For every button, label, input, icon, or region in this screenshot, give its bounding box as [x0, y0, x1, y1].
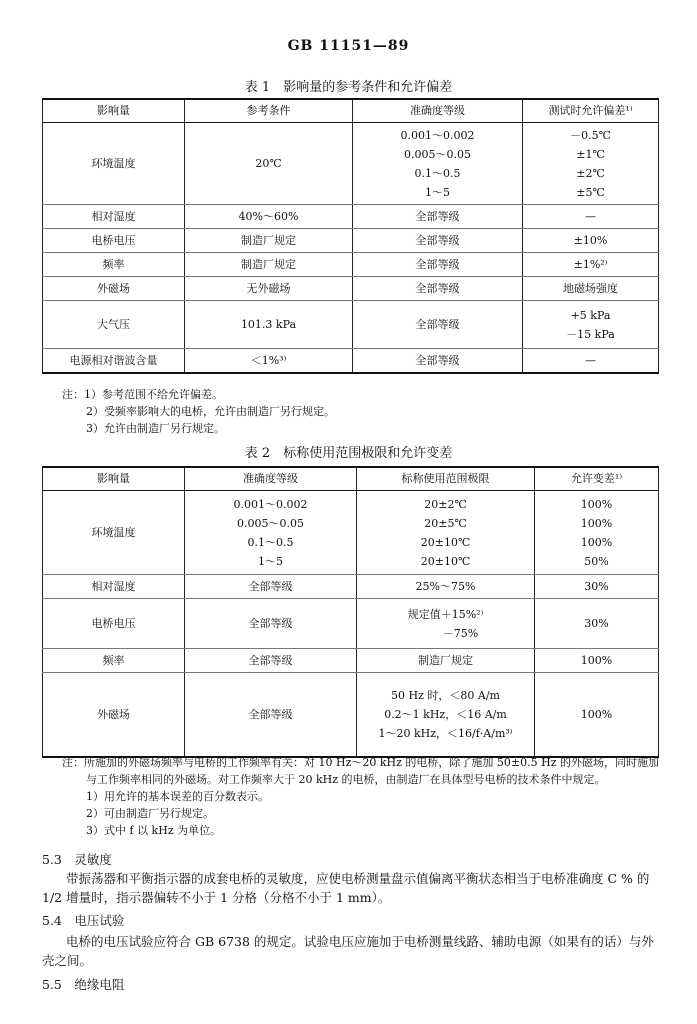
- t1-cell: 地磁场强度: [523, 277, 659, 301]
- t2-temp-class: 1～5: [258, 554, 283, 568]
- t2-cell: 全部等级: [185, 575, 357, 599]
- t1-pressure-ref: 101.3 kPa: [185, 301, 353, 349]
- t2-note: 1）用允许的基本误差的百分数表示。: [86, 790, 269, 803]
- t1-row-pressure: [43, 301, 659, 349]
- t1-cell: 外磁场: [43, 277, 185, 301]
- t2-cell: 频率: [43, 649, 185, 673]
- t1-temp-class: 1～5: [425, 185, 450, 199]
- t1-temp-class: 0.001～0.002: [400, 128, 475, 142]
- t2-field-range-line: 1～20 kHz，＜16/f·A/m³⁾: [378, 726, 513, 740]
- t2-row-voltage: [43, 599, 659, 649]
- t1-temp-ref: 20℃: [185, 123, 353, 205]
- t2-temp-range: 20±2℃: [424, 497, 467, 511]
- t2-note: 3）式中 f 以 kHz 为单位。: [86, 824, 222, 837]
- t2-row-magnetic: [43, 673, 659, 757]
- t1-pressure-devs: [523, 301, 659, 349]
- t2-cell: 制造厂规定: [357, 649, 535, 673]
- t1-note: 2）受频率影响大的电桥，允许由制造厂另行规定。: [86, 405, 335, 418]
- t2-temp-classes: [185, 491, 357, 575]
- t1-cell: 制造厂规定: [185, 253, 353, 277]
- t1-note: 注：1）参考范围不给允许偏差。: [62, 388, 223, 401]
- t2-temp-range: 20±5℃: [424, 516, 467, 530]
- section-5-3-title: 5.3 灵敏度: [42, 852, 112, 867]
- t2-temp-vars: [535, 491, 659, 575]
- t1-cell: 全部等级: [353, 205, 523, 229]
- t1-cell: 全部等级: [353, 229, 523, 253]
- t2-note-main: 注：所施加的外磁场频率与电桥的工作频率有关：对 10 Hz～20 kHz 的电桥，除了施加 50±0.5 Hz 的外磁场，同时施加与工作频率相同的外磁场。对工作频率大于 20 kHz 的电桥，由制造厂在具体型号电桥的技术条件中规定。: [62, 756, 660, 786]
- t1-temp-dev: ±1℃: [576, 147, 605, 161]
- table1-notes: [62, 386, 335, 437]
- t1-cell: ±10%: [523, 229, 659, 253]
- t2-cell: 30%: [535, 575, 659, 599]
- t2-row-humidity: [43, 575, 659, 599]
- t2-header-class: 准确度等级: [185, 467, 357, 491]
- t1-cell: 电源相对谐波含量: [43, 349, 185, 373]
- table2-notes: [62, 754, 662, 839]
- t2-temp-var: 50%: [584, 554, 609, 568]
- t2-temp-var: 100%: [580, 516, 613, 530]
- t1-temp-dev: ±2℃: [576, 166, 605, 180]
- t1-cell: ＜1%³⁾: [185, 349, 353, 373]
- t1-cell: 全部等级: [353, 349, 523, 373]
- section-5-4-title: 5.4 电压试验: [42, 913, 125, 928]
- t1-row-voltage: [43, 229, 659, 253]
- section-5-3-text: 带振荡器和平衡指示器的成套电桥的灵敏度，应使电桥测量盘示值偏离平衡状态相当于电桥准确度 C % 的 1/2 增量时，指示器偏转不小于 1 分格（分格不小于 1 mm）。: [42, 871, 650, 905]
- t1-temp-name: 环境温度: [43, 123, 185, 205]
- t1-header-deviation: 测试时允许偏差¹⁾: [523, 99, 659, 123]
- t1-cell: 全部等级: [353, 277, 523, 301]
- t1-row-temperature: [43, 123, 659, 205]
- t2-temp-class: 0.005～0.05: [237, 516, 304, 530]
- t1-cell: 相对湿度: [43, 205, 185, 229]
- t1-pressure-name: 大气压: [43, 301, 185, 349]
- t1-pressure-class: 全部等级: [353, 301, 523, 349]
- t1-row-frequency: [43, 253, 659, 277]
- t1-row-magnetic: [43, 277, 659, 301]
- section-5-4-text: 电桥的电压试验应符合 GB 6738 的规定。试验电压应施加于电桥测量线路、辅助电源（如果有的话）与外壳之间。: [42, 934, 654, 968]
- t1-temp-dev: ±5℃: [576, 185, 605, 199]
- t2-temp-range: 20±10℃: [420, 535, 471, 549]
- t1-cell: ±1%²⁾: [523, 253, 659, 277]
- t2-cell: 100%: [535, 673, 659, 757]
- t1-header-reference: 参考条件: [185, 99, 353, 123]
- t1-cell: 全部等级: [353, 253, 523, 277]
- t2-cell: 电桥电压: [43, 599, 185, 649]
- t2-temp-var: 100%: [580, 535, 613, 549]
- t1-cell: —: [523, 205, 659, 229]
- standard-header: GB 11151—89: [287, 38, 410, 54]
- t2-temp-class: 0.1～0.5: [247, 535, 294, 549]
- t2-temp-name: 环境温度: [43, 491, 185, 575]
- t2-cell: 25%～75%: [357, 575, 535, 599]
- t2-field-range-line: 50 Hz 时，＜80 A/m: [391, 688, 500, 702]
- t2-header-variation: 允许变差¹⁾: [535, 467, 659, 491]
- t2-temp-var: 100%: [580, 497, 613, 511]
- t2-cell: 全部等级: [185, 649, 357, 673]
- t1-header-class: 准确度等级: [353, 99, 523, 123]
- t2-row-frequency: [43, 649, 659, 673]
- t1-temp-classes: [353, 123, 523, 205]
- t1-temp-class: 0.1～0.5: [414, 166, 461, 180]
- t1-cell: 电桥电压: [43, 229, 185, 253]
- t1-note: 3）允许由制造厂另行规定。: [86, 422, 225, 435]
- t1-header-influence: 影响量: [43, 99, 185, 123]
- t2-field-range: [357, 673, 535, 757]
- t2-cell: 全部等级: [185, 599, 357, 649]
- t2-cell: 外磁场: [43, 673, 185, 757]
- t2-cell: 100%: [535, 649, 659, 673]
- t2-voltage-range-line: 规定值＋15%²⁾: [407, 607, 484, 621]
- t1-pressure-dev: －15 kPa: [566, 327, 615, 341]
- section-5-5-title: 5.5 绝缘电阻: [42, 977, 125, 992]
- t2-cell: 30%: [535, 599, 659, 649]
- t1-cell: —: [523, 349, 659, 373]
- t2-field-range-line: 0.2～1 kHz，＜16 A/m: [384, 707, 507, 721]
- t1-cell: 无外磁场: [185, 277, 353, 301]
- t2-voltage-range: [357, 599, 535, 649]
- table1-caption: 表 1 影响量的参考条件和允许偏差: [244, 80, 453, 95]
- t1-pressure-dev: +5 kPa: [570, 308, 611, 322]
- t1-cell: 40%～60%: [185, 205, 353, 229]
- t1-cell: 频率: [43, 253, 185, 277]
- t1-row-harmonic: [43, 349, 659, 373]
- t1-row-humidity: [43, 205, 659, 229]
- t2-voltage-range-line: －75%: [442, 626, 479, 640]
- t2-temp-class: 0.001～0.002: [233, 497, 308, 511]
- t1-temp-class: 0.005～0.05: [404, 147, 471, 161]
- t2-temp-ranges: [357, 491, 535, 575]
- t2-cell: 相对湿度: [43, 575, 185, 599]
- t2-header-range: 标称使用范围极限: [357, 467, 535, 491]
- t1-temp-devs: [523, 123, 659, 205]
- table2-caption: 表 2 标称使用范围极限和允许变差: [244, 446, 453, 461]
- t2-header-influence: 影响量: [43, 467, 185, 491]
- t2-note: 2）可由制造厂另行规定。: [86, 807, 214, 820]
- t1-temp-dev: －0.5℃: [570, 128, 611, 142]
- t2-temp-range: 20±10℃: [420, 554, 471, 568]
- t2-row-temperature: [43, 491, 659, 575]
- t1-cell: 制造厂规定: [185, 229, 353, 253]
- table1: [42, 98, 659, 374]
- t2-cell: 全部等级: [185, 673, 357, 757]
- table2: [42, 466, 659, 758]
